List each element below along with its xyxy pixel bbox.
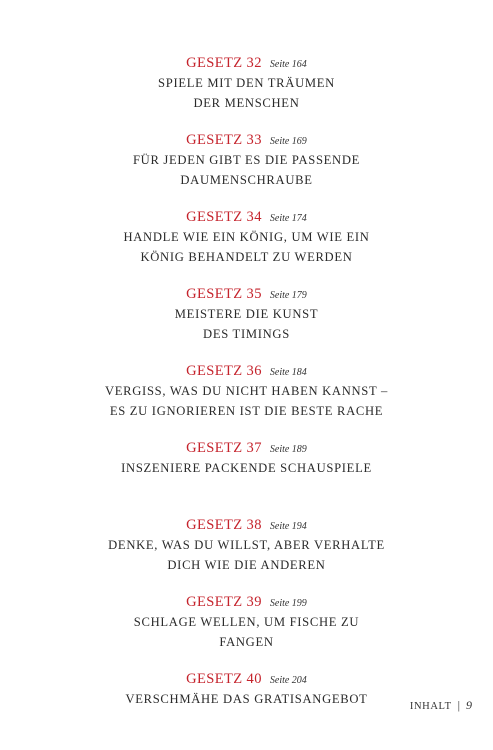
page-reference: Seite 194 [269, 521, 307, 532]
toc-entry [0, 591, 493, 668]
footer-divider: | [457, 698, 460, 712]
page-reference: Seite 189 [269, 444, 307, 455]
law-title-line: VERGISS, WAS DU NICHT HABEN KANNST – [104, 384, 389, 398]
entry-heading [0, 668, 493, 689]
law-number: GESETZ 32 [186, 55, 262, 71]
toc-entry [0, 206, 493, 283]
law-title-line: MEISTERE DIE KUNST [174, 307, 319, 321]
table-of-contents [0, 52, 493, 745]
law-title-line: DENKE, WAS DU WILLST, ABER VERHALTE [108, 538, 385, 552]
entry-heading [0, 206, 493, 227]
entry-heading [0, 591, 493, 612]
entry-heading [0, 129, 493, 150]
toc-entry [0, 52, 493, 129]
law-number: GESETZ 38 [186, 517, 262, 533]
law-number: GESETZ 39 [186, 594, 262, 610]
law-title-line: INSZENIERE PACKENDE SCHAUSPIELE [121, 461, 372, 475]
page-number: 9 [466, 698, 472, 712]
entry-heading [0, 52, 493, 73]
law-number: GESETZ 34 [186, 209, 262, 225]
law-title-line: DES TIMINGS [203, 327, 290, 341]
law-title-line: KÖNIG BEHANDELT ZU WERDEN [140, 250, 353, 264]
toc-entry [0, 283, 493, 360]
law-title-line: DICH WIE DIE ANDEREN [167, 558, 326, 572]
law-number: GESETZ 33 [186, 132, 262, 148]
page-reference: Seite 174 [269, 213, 307, 224]
section-label: INHALT [409, 701, 452, 712]
page-reference: Seite 199 [269, 598, 307, 609]
law-title-line: SCHLAGE WELLEN, UM FISCHE ZU [133, 615, 360, 629]
page-reference: Seite 204 [269, 675, 307, 686]
law-number: GESETZ 40 [186, 671, 262, 687]
toc-entry [0, 437, 493, 514]
law-number: GESETZ 37 [186, 440, 262, 456]
running-footer [410, 696, 472, 714]
law-title-line: DAUMENSCHRAUBE [180, 173, 313, 187]
law-title-line: FANGEN [219, 635, 274, 649]
law-title-line: ES ZU IGNORIEREN IST DIE BESTE RACHE [109, 404, 384, 418]
law-title-line: DER MENSCHEN [193, 96, 300, 110]
page-reference: Seite 179 [269, 290, 307, 301]
law-title-line: SPIELE MIT DEN TRÄUMEN [158, 76, 335, 90]
entry-heading [0, 283, 493, 304]
law-title-line: FÜR JEDEN GIBT ES DIE PASSENDE [132, 153, 361, 167]
toc-entry [0, 129, 493, 206]
law-title-line: VERSCHMÄHE DAS GRATISANGEBOT [125, 692, 368, 706]
toc-entry [0, 514, 493, 591]
entry-heading [0, 514, 493, 535]
page-reference: Seite 169 [269, 136, 307, 147]
law-number: GESETZ 36 [186, 363, 262, 379]
entry-heading [0, 437, 493, 458]
toc-entry [0, 360, 493, 437]
page-reference: Seite 184 [269, 367, 307, 378]
law-number: GESETZ 35 [186, 286, 262, 302]
page-reference: Seite 164 [269, 59, 307, 70]
law-title-line: HANDLE WIE EIN KÖNIG, UM WIE EIN [123, 230, 370, 244]
entry-heading [0, 360, 493, 381]
